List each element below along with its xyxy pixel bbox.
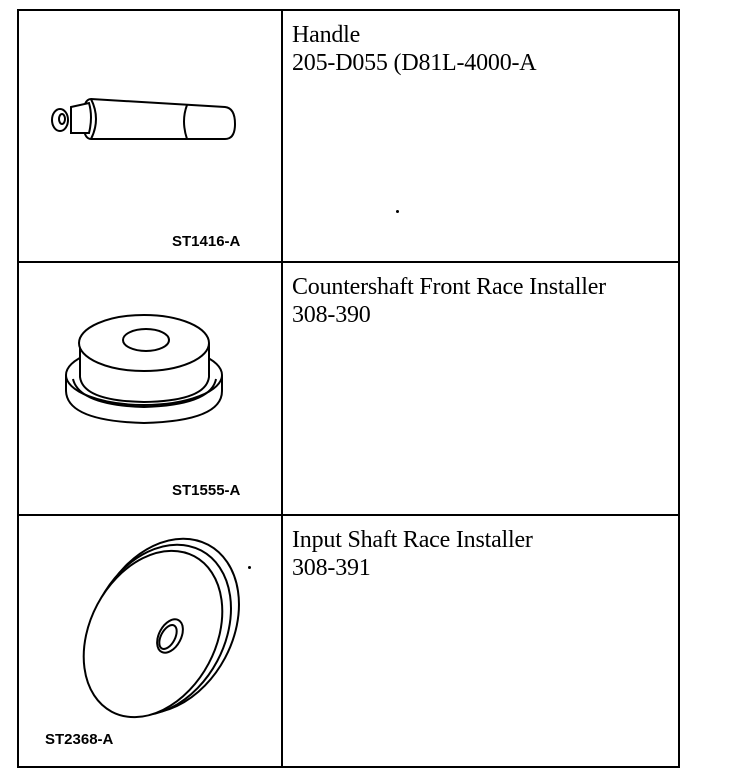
- tool-illustration-cell: [18, 10, 282, 262]
- tool-number: 308-391: [292, 554, 371, 581]
- special-tools-table: [17, 9, 680, 768]
- figure-code: ST2368-A: [45, 730, 114, 748]
- tool-number: 205-D055 (D81L-4000-A: [292, 50, 537, 76]
- disc-installer-icon: [19, 516, 281, 765]
- tool-name: Countershaft Front Race Installer: [292, 274, 606, 301]
- tool-description-cell: [282, 515, 679, 767]
- speck: [248, 566, 251, 569]
- race-installer-icon: [19, 263, 281, 513]
- tool-number: 308-390: [292, 302, 371, 329]
- handle-icon: [19, 11, 281, 261]
- figure-code: ST1416-A: [172, 233, 241, 250]
- tool-row: [18, 515, 679, 767]
- tool-description-cell: [282, 10, 679, 262]
- tool-row: [18, 262, 679, 514]
- tool-description-cell: [282, 262, 679, 514]
- speck: [396, 210, 399, 213]
- tool-name: Input Shaft Race Installer: [292, 526, 533, 553]
- tool-row: [18, 10, 679, 262]
- tool-illustration-cell: [18, 262, 282, 514]
- tool-illustration-cell: [18, 515, 282, 767]
- figure-code: ST1555-A: [172, 482, 241, 500]
- tool-name: Handle: [292, 22, 361, 48]
